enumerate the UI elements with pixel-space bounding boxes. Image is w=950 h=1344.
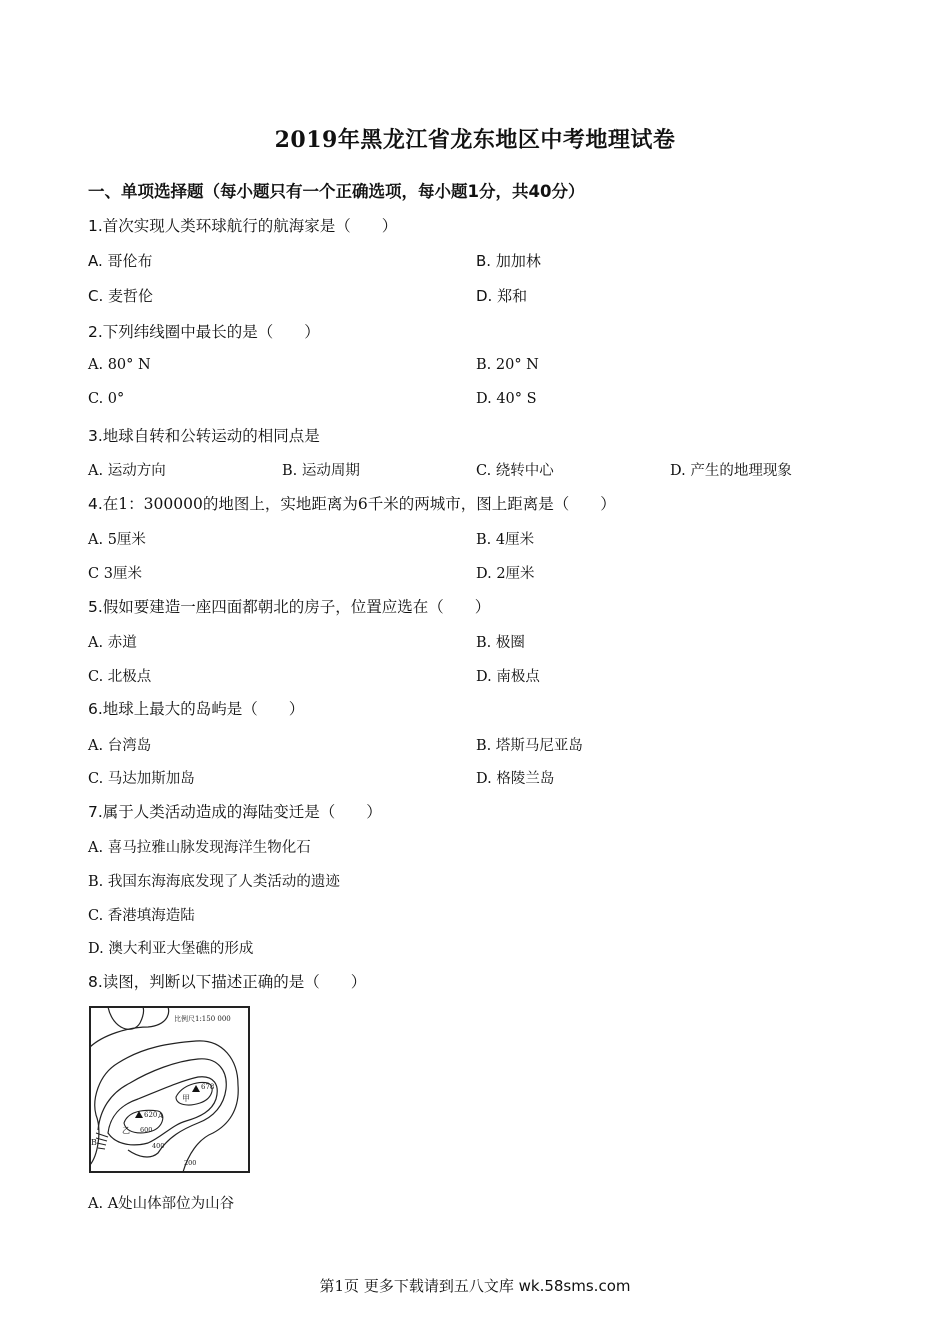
option-text: 香港填海造陆 xyxy=(103,908,195,924)
peak-elevation: 620 xyxy=(144,1111,158,1119)
question-number: 2. xyxy=(88,323,103,341)
option-b xyxy=(88,870,340,891)
option-letter: D. xyxy=(476,669,492,685)
option-text: 哥伦布 xyxy=(102,252,153,270)
question-7 xyxy=(88,800,382,822)
footer-page: 第1页 更多下载请到五八文库 xyxy=(319,1277,514,1295)
option-letter: B. xyxy=(476,252,492,270)
option-text: 运动方向 xyxy=(103,463,166,479)
question-6 xyxy=(88,697,304,719)
option-d xyxy=(476,767,554,788)
option-letter: D. xyxy=(476,771,492,787)
option-text: 马达加斯加岛 xyxy=(103,771,195,787)
option-text: 20° N xyxy=(491,357,539,373)
option-a xyxy=(88,631,137,652)
question-text: 首次实现人类环球航行的航海家是（ ） xyxy=(102,217,398,235)
option-letter: A. xyxy=(88,840,104,856)
option-a xyxy=(88,836,311,857)
option-text: 格陵兰岛 xyxy=(491,771,555,787)
option-text: 赤道 xyxy=(103,635,137,651)
option-text: 绕转中心 xyxy=(491,463,554,479)
map-scale: 比例尺1:150 000 xyxy=(174,1015,231,1023)
question-number: 7. xyxy=(88,803,103,821)
question-8 xyxy=(88,970,366,992)
option-letter: A. xyxy=(88,532,104,548)
option-letter: A. xyxy=(88,357,104,373)
option-letter: A. xyxy=(88,635,104,651)
option-letter: D. xyxy=(476,287,493,305)
option-d xyxy=(476,665,540,686)
option-letter: B. xyxy=(476,357,492,373)
option-b xyxy=(282,459,360,480)
option-c xyxy=(88,391,124,407)
option-letter: A. xyxy=(88,1196,104,1212)
option-text: 加加林 xyxy=(491,252,541,270)
option-d xyxy=(476,285,527,306)
option-d xyxy=(88,937,253,958)
option-letter: B. xyxy=(476,635,492,651)
option-text: 极圈 xyxy=(491,635,525,651)
map-frame xyxy=(90,1007,249,1172)
option-letter: B. xyxy=(476,532,492,548)
option-letter: D. xyxy=(88,941,104,957)
option-letter: C. xyxy=(88,391,104,407)
contour-label: 200 xyxy=(184,1159,197,1167)
option-c xyxy=(88,904,195,925)
contour-map-figure xyxy=(88,1005,251,1175)
option-letter: D. xyxy=(476,391,492,407)
option-letter: B. xyxy=(282,463,298,479)
option-a xyxy=(88,528,146,549)
option-letter: C. xyxy=(88,287,104,305)
option-text: 南极点 xyxy=(491,669,540,685)
option-text: 80° N xyxy=(103,357,151,373)
option-b xyxy=(476,631,525,652)
question-text: 地球上最大的岛屿是（ ） xyxy=(102,700,305,718)
section-heading: 一、单项选择题（每小题只有一个正确选项，每小题1分，共40分） xyxy=(88,182,585,201)
point-label-yi: 乙 xyxy=(122,1126,130,1135)
option-c xyxy=(476,459,554,480)
option-letter: A. xyxy=(88,463,104,479)
option-b xyxy=(476,250,541,271)
option-text: 喜马拉雅山脉发现海洋生物化石 xyxy=(103,840,311,856)
question-number: 5. xyxy=(88,598,103,616)
question-4 xyxy=(88,492,616,514)
point-label-b: B xyxy=(91,1138,97,1147)
option-a xyxy=(88,357,151,373)
question-number: 4. xyxy=(88,495,103,513)
question-text: 地球自转和公转运动的相同点是 xyxy=(102,427,320,445)
question-1 xyxy=(88,214,397,236)
option-text: 产生的地理现象 xyxy=(685,463,792,479)
option-c xyxy=(88,562,142,583)
contour-label: 400 xyxy=(152,1142,165,1150)
page-footer xyxy=(0,1275,950,1296)
option-c xyxy=(88,285,153,306)
option-d xyxy=(476,562,535,583)
contour-label: 600 xyxy=(140,1126,153,1134)
option-a xyxy=(88,250,153,271)
option-letter: C. xyxy=(476,463,492,479)
page-title: 2019年黑龙江省龙东地区中考地理试卷 xyxy=(274,127,676,153)
option-letter: A. xyxy=(88,252,103,270)
option-letter: A. xyxy=(88,738,104,754)
option-c xyxy=(88,767,195,788)
question-5 xyxy=(88,595,490,617)
option-text: 40° S xyxy=(491,391,537,407)
question-text: 读图，判断以下描述正确的是（ ） xyxy=(102,973,367,991)
question-3 xyxy=(88,424,320,446)
option-letter: B. xyxy=(476,738,492,754)
option-a xyxy=(88,459,166,480)
option-letter: B. xyxy=(88,874,104,890)
option-text: 郑和 xyxy=(492,287,528,305)
option-letter: C. xyxy=(88,908,104,924)
option-b xyxy=(476,528,534,549)
question-text: 在1：300000的地图上，实地距离为6千米的两城市，图上距离是（ ） xyxy=(102,495,616,513)
option-text: 北极点 xyxy=(103,669,152,685)
option-a xyxy=(88,1192,234,1213)
option-text: 2厘米 xyxy=(491,566,535,582)
option-text: 麦哲伦 xyxy=(103,287,154,305)
option-letter: C. xyxy=(88,669,104,685)
point-label-a: A xyxy=(158,1112,164,1120)
option-text: 我国东海海底发现了人类活动的遗迹 xyxy=(103,874,340,890)
option-text: 4厘米 xyxy=(491,532,535,548)
option-d xyxy=(670,459,792,480)
option-b xyxy=(476,357,539,373)
option-text: 台湾岛 xyxy=(103,738,152,754)
question-number: 6. xyxy=(88,700,103,718)
option-letter: C xyxy=(88,566,100,582)
option-c xyxy=(88,665,151,686)
question-number: 8. xyxy=(88,973,103,991)
peak-elevation: 678 xyxy=(201,1083,215,1091)
question-text: 假如要建造一座四面都朝北的房子，位置应选在（ ） xyxy=(102,598,491,616)
option-text: 运动周期 xyxy=(297,463,360,479)
option-text: A处山体部位为山谷 xyxy=(103,1196,235,1212)
option-letter: D. xyxy=(670,463,686,479)
option-d xyxy=(476,391,537,407)
question-number: 1. xyxy=(88,217,103,235)
option-b xyxy=(476,734,583,755)
point-label-jia: 甲 xyxy=(182,1094,190,1103)
option-text: 3厘米 xyxy=(99,566,142,582)
option-letter: C. xyxy=(88,771,104,787)
option-text: 澳大利亚大堡礁的形成 xyxy=(103,941,254,957)
question-number: 3. xyxy=(88,427,103,445)
option-letter: D. xyxy=(476,566,492,582)
option-a xyxy=(88,734,151,755)
option-text: 5厘米 xyxy=(103,532,146,548)
footer-site-link[interactable]: wk.58sms.com xyxy=(518,1277,631,1295)
option-text: 塔斯马尼亚岛 xyxy=(491,738,583,754)
option-text: 0° xyxy=(103,391,125,407)
question-2 xyxy=(88,320,320,342)
question-text: 下列纬线圈中最长的是（ ） xyxy=(102,323,320,341)
question-text: 属于人类活动造成的海陆变迁是（ ） xyxy=(102,803,382,821)
